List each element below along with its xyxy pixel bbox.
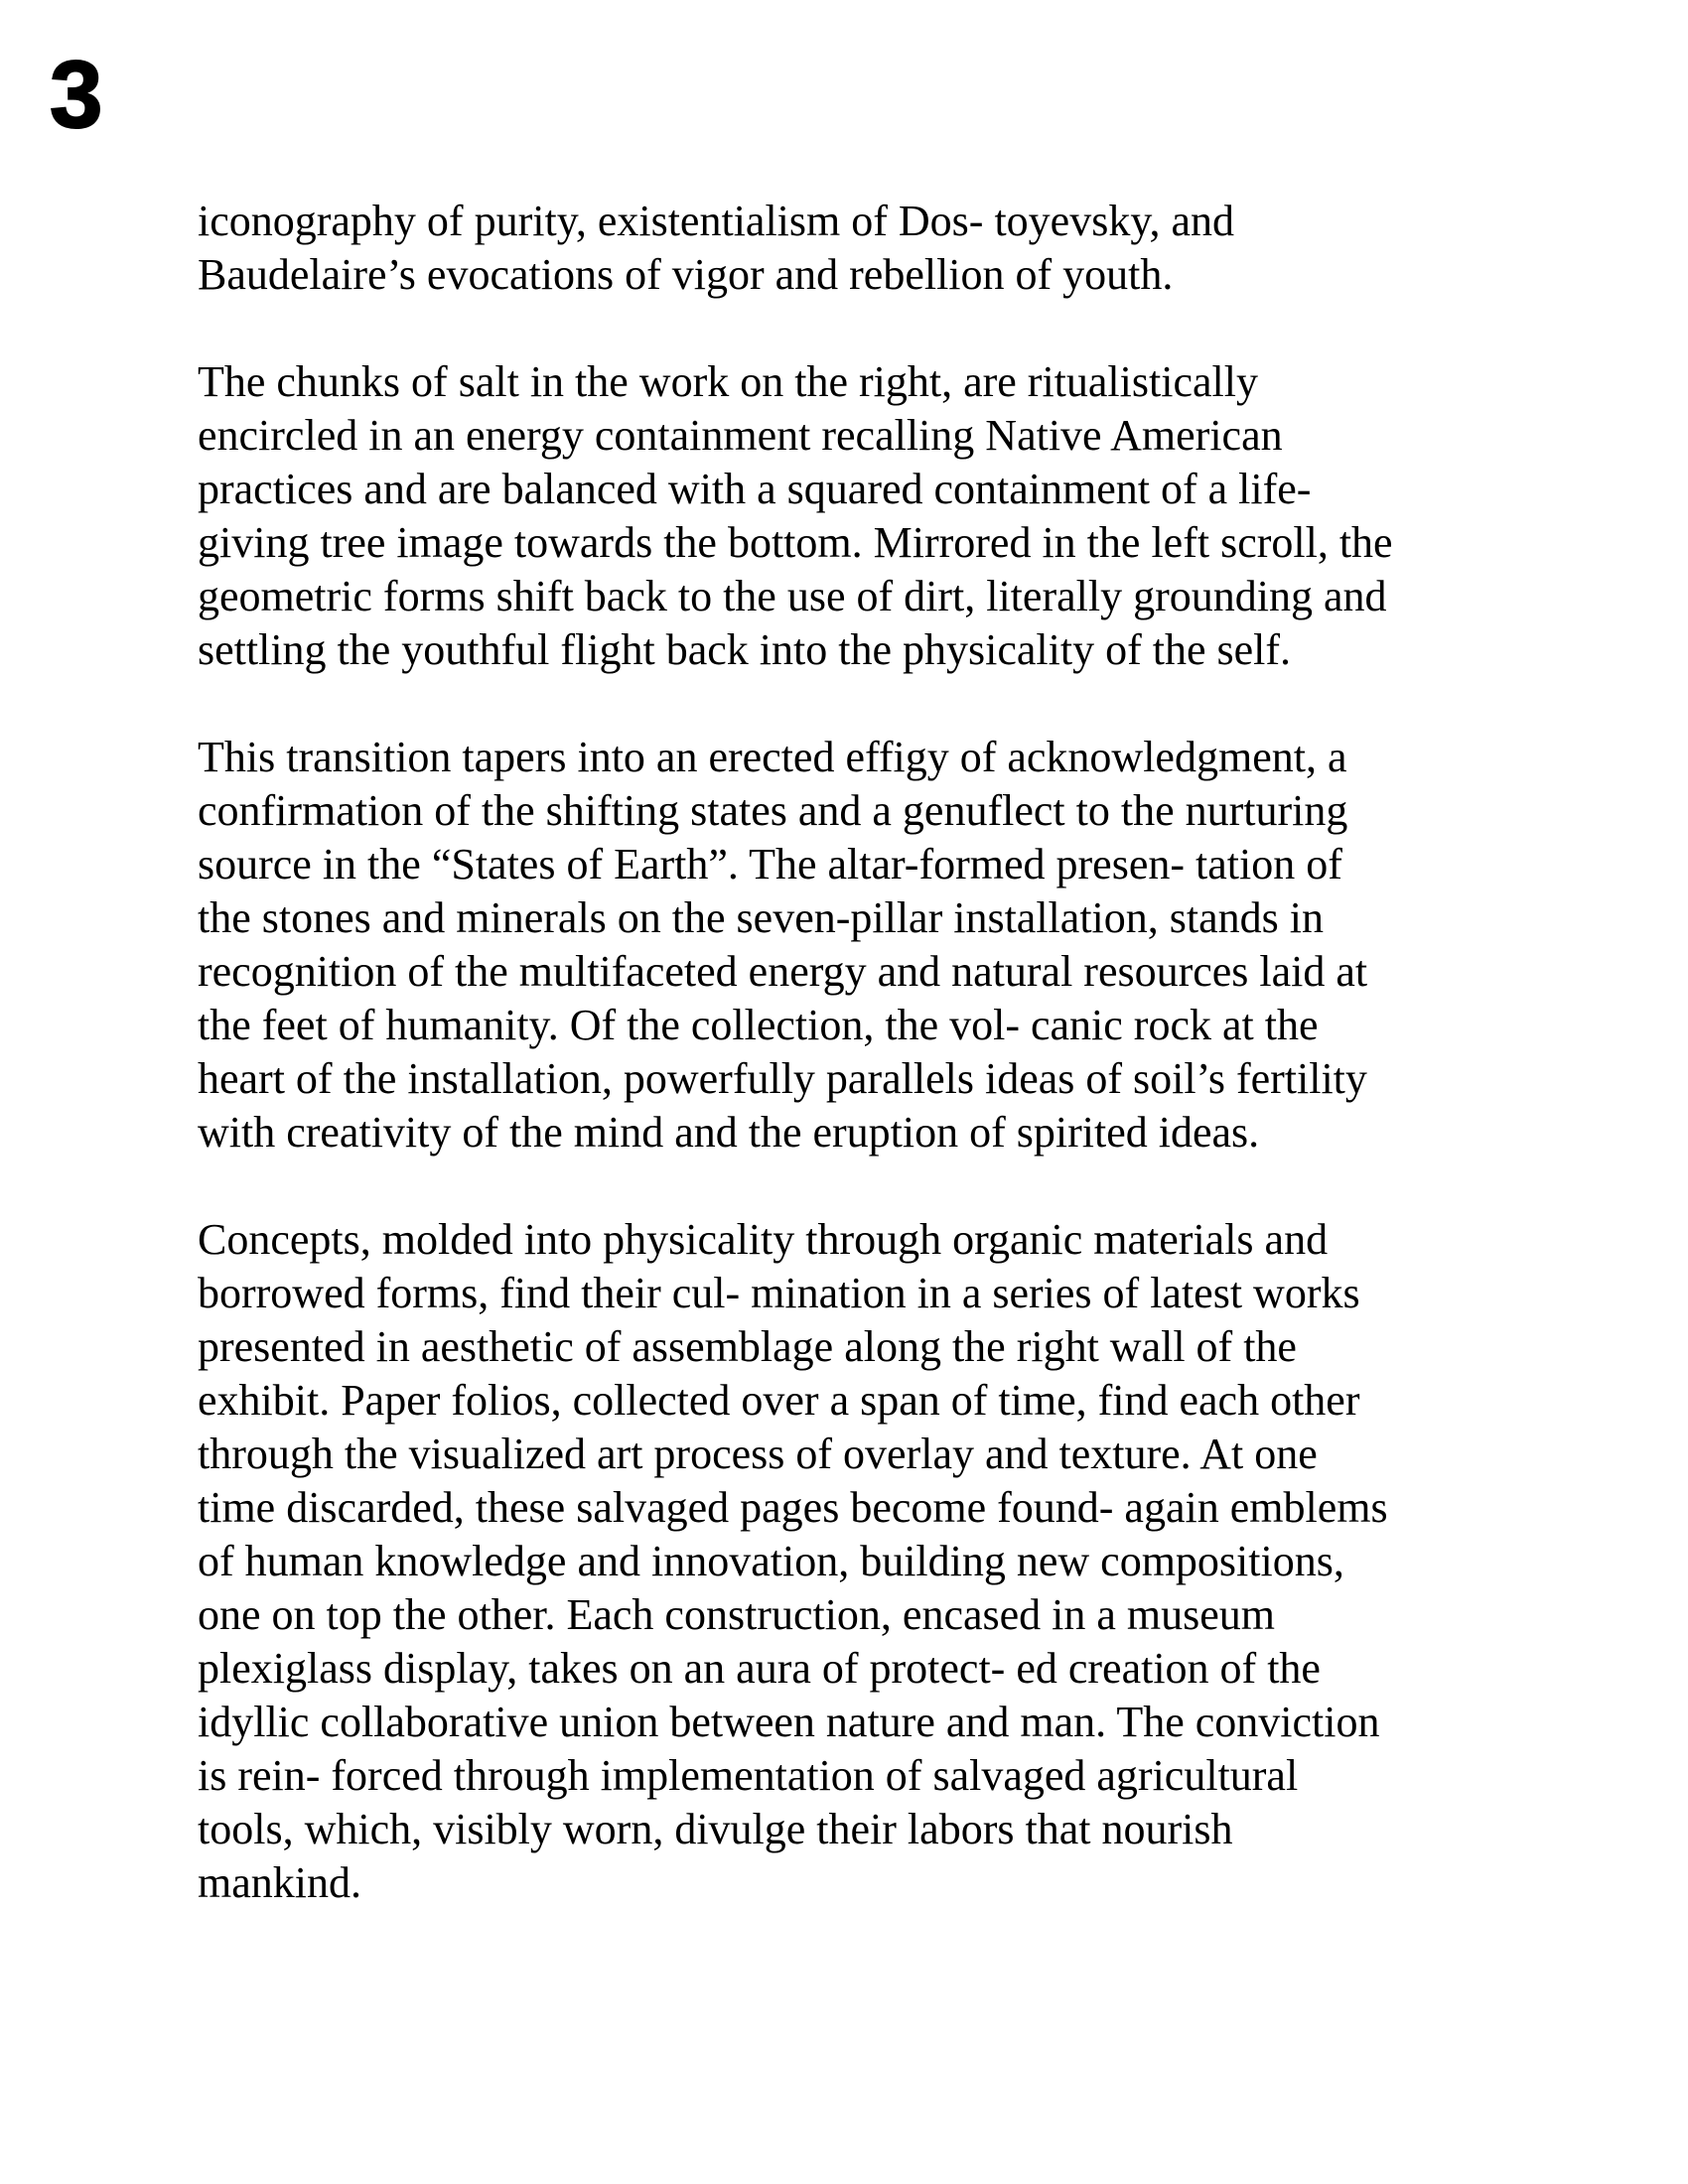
text-line: borrowed forms, find their cul- mination in a series of latest works	[198, 1269, 1360, 1317]
text-line: source in the “States of Earth”. The altar-formed presen- tation of	[198, 840, 1342, 888]
text-line: tools, which, visibly worn, divulge their labors that nourish	[198, 1805, 1233, 1853]
text-line: one on top the other. Each construction, encased in a museum	[198, 1590, 1276, 1639]
text-line: the stones and minerals on the seven-pillar installation, stands in	[198, 893, 1324, 942]
text-line: Baudelaire’s evocations of vigor and rebellion of youth.	[198, 250, 1174, 299]
text-line: with creativity of the mind and the eruption of spirited ideas.	[198, 1108, 1260, 1157]
text-line: iconography of purity, existentialism of Dos- toyevsky, and	[198, 197, 1234, 245]
text-line: giving tree image towards the bottom. Mirrored in the left scroll, the	[198, 518, 1393, 567]
text-line: recognition of the multifaceted energy and natural resources laid at	[198, 947, 1368, 996]
text-line: plexiglass display, takes on an aura of protect- ed creation of the	[198, 1644, 1321, 1693]
paragraph-3	[198, 731, 1498, 1160]
text-line: mankind.	[198, 1858, 361, 1907]
page-number: 3	[50, 42, 101, 148]
paragraph-2	[198, 355, 1498, 677]
text-line: encircled in an energy containment recalling Native American	[198, 411, 1283, 460]
text-line: geometric forms shift back to the use of dirt, literally grounding and	[198, 572, 1387, 620]
text-line: idyllic collaborative union between nature and man. The conviction	[198, 1698, 1380, 1746]
paragraph-1	[198, 195, 1498, 302]
text-line: through the visualized art process of overlay and texture. At one	[198, 1430, 1318, 1478]
text-line: This transition tapers into an erected effigy of acknowledgment, a	[198, 733, 1347, 781]
text-line: heart of the installation, powerfully parallels ideas of soil’s fertility	[198, 1054, 1367, 1103]
text-line: time discarded, these salvaged pages become found- again emblems	[198, 1483, 1388, 1532]
text-line: practices and are balanced with a squared containment of a life-	[198, 465, 1312, 513]
text-line: settling the youthful flight back into the physicality of the self.	[198, 625, 1292, 674]
text-line: of human knowledge and innovation, building new compositions,	[198, 1537, 1344, 1585]
paragraph-4	[198, 1213, 1498, 1910]
text-line: presented in aesthetic of assemblage along the right wall of the	[198, 1322, 1297, 1371]
body-text	[198, 195, 1498, 1964]
text-line: Concepts, molded into physicality through organic materials and	[198, 1215, 1329, 1264]
text-line: confirmation of the shifting states and a genuflect to the nurturing	[198, 786, 1348, 835]
text-line: exhibit. Paper folios, collected over a span of time, find each other	[198, 1376, 1360, 1425]
text-line: is rein- forced through implementation of salvaged agricultural	[198, 1751, 1299, 1800]
text-line: the feet of humanity. Of the collection, the vol- canic rock at the	[198, 1001, 1319, 1049]
text-line: The chunks of salt in the work on the right, are ritualistically	[198, 357, 1258, 406]
